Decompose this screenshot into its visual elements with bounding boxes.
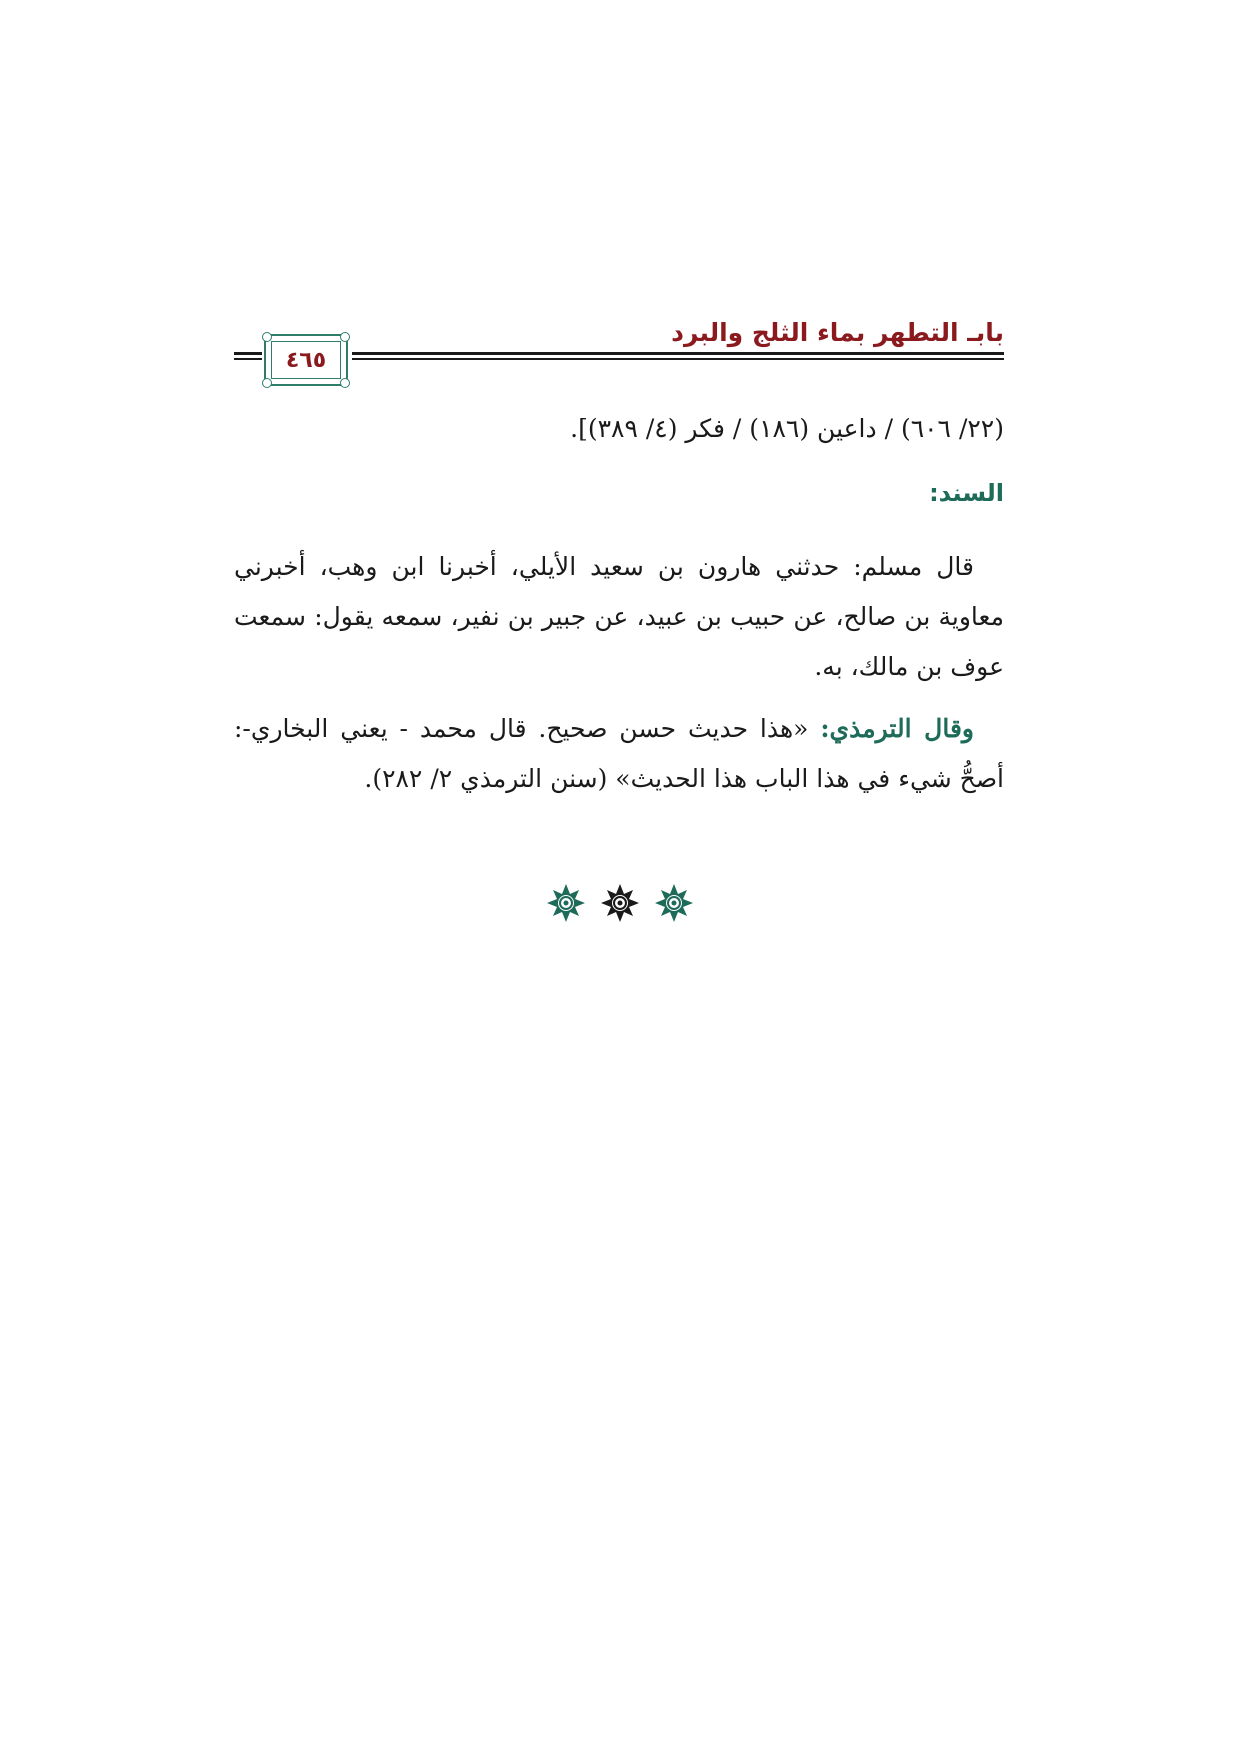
badge-corner-ornament xyxy=(340,378,350,388)
page-number: ٤٦٥ xyxy=(285,347,327,373)
header-rule-right xyxy=(352,352,1004,355)
badge-inner-frame xyxy=(271,341,341,379)
tirmidhi-label: وقال الترمذي: xyxy=(820,714,974,743)
header-rule-left-thin xyxy=(234,358,262,360)
floral-star-icon xyxy=(600,883,640,923)
section-heading: السند: xyxy=(929,479,1004,507)
section-end-ornaments xyxy=(0,883,1240,923)
page-content xyxy=(234,404,1004,804)
tirmidhi-quote: «هذا حديث حسن صحيح. قال محمد - يعني البخاري-: أصحُّ شيء في هذا الباب هذا الحديث» (سنن الترمذي ٢/ ٢٨٢). xyxy=(234,714,1004,793)
header-rule-left xyxy=(234,352,262,355)
page-header xyxy=(234,318,1004,388)
floral-star-icon xyxy=(546,883,586,923)
floral-star-icon xyxy=(654,883,694,923)
chapter-title: بابـ التطهر بماء الثلج والبرد xyxy=(671,318,1004,347)
tirmidhi-paragraph xyxy=(234,704,1004,804)
header-rule-right-thin xyxy=(352,358,1004,360)
isnad-paragraph: قال مسلم: حدثني هارون بن سعيد الأيلي، أخبرنا ابن وهب، أخبرني معاوية بن صالح، عن حبيب بن عبيد، عن جبير بن نفير، سمعه يقول: سمعت عوف بن مالك، به. xyxy=(234,552,1004,681)
badge-corner-ornament xyxy=(340,332,350,342)
badge-corner-ornament xyxy=(262,378,272,388)
page-number-badge xyxy=(264,334,348,386)
reference-line: (٢٢/ ٦٠٦) / داعين (١٨٦) / فكر (٤/ ٣٨٩)‌‌]‌. xyxy=(570,414,1004,443)
